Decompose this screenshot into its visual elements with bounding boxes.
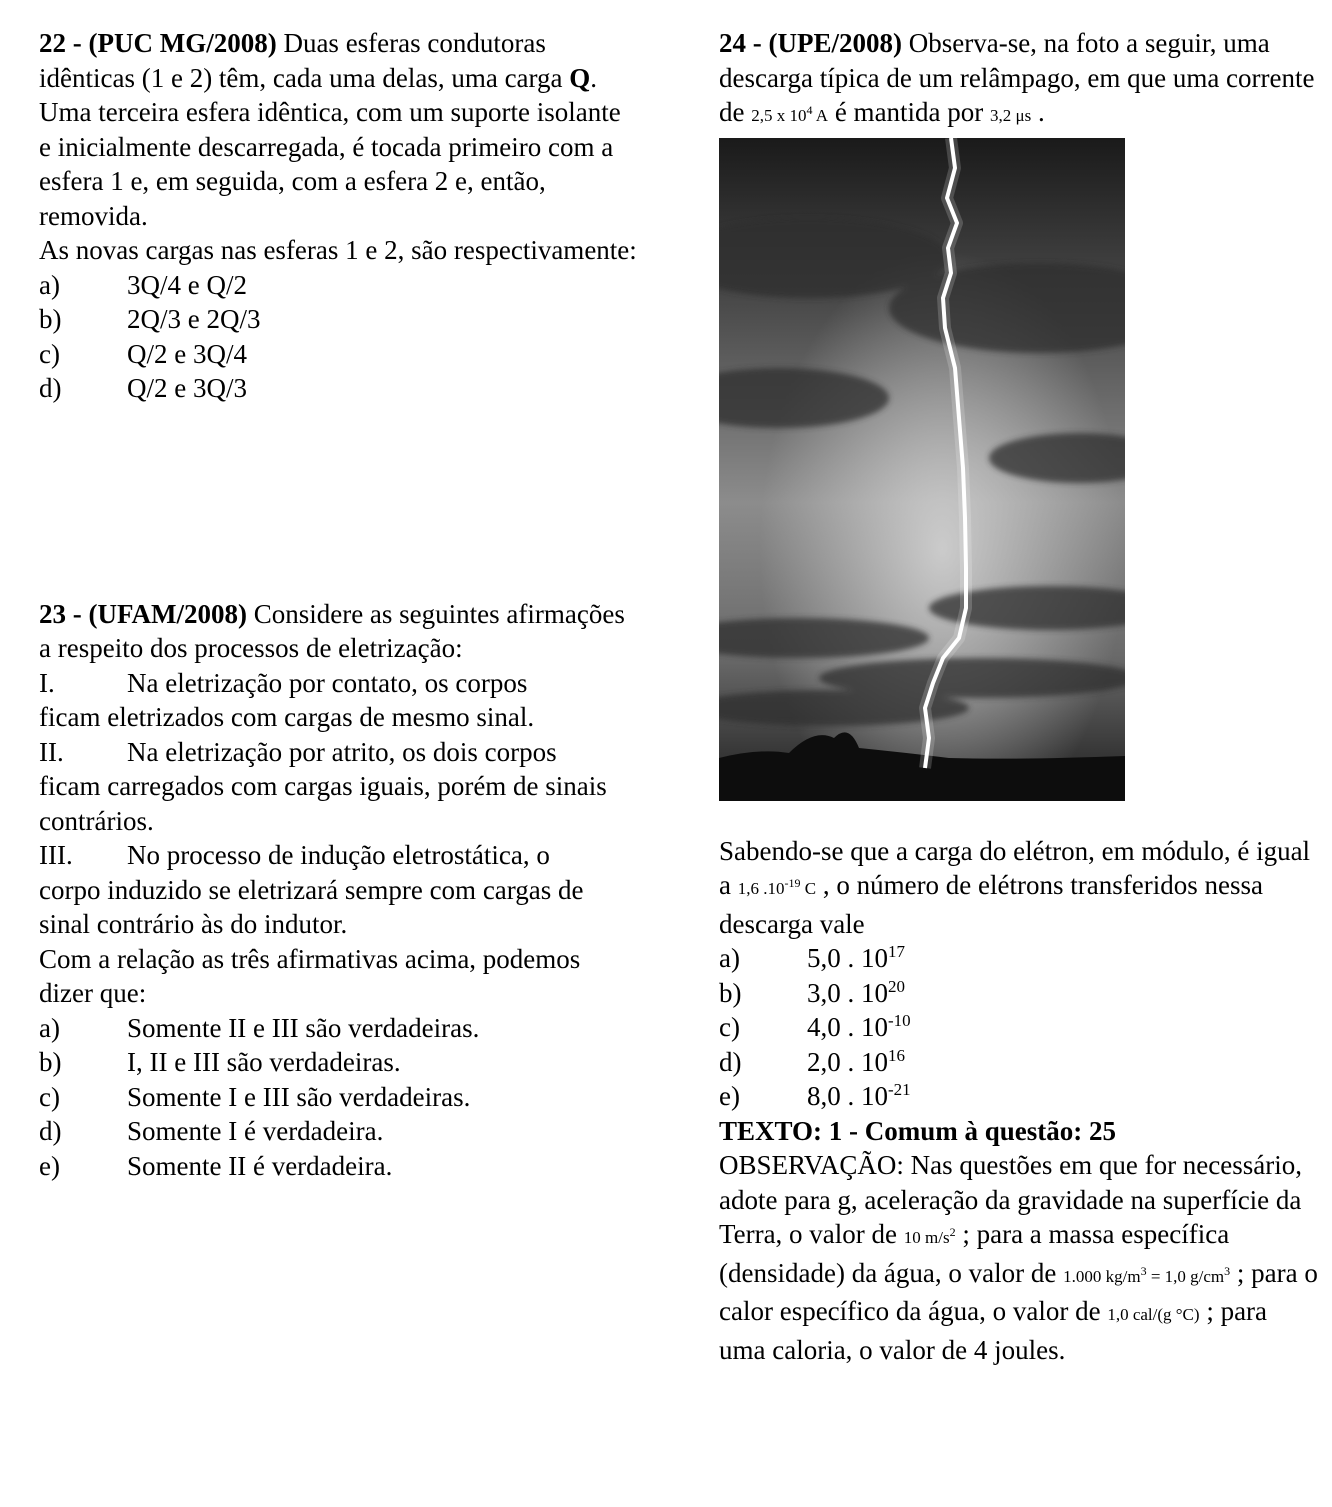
statement-label: I. <box>39 667 55 698</box>
option-label: d) <box>39 373 62 403</box>
statement-label: III. <box>39 840 73 870</box>
statement-2 <box>39 735 639 839</box>
charge-symbol: Q <box>569 62 591 93</box>
texto-1-heading: TEXTO: 1 - Comum à questão: 25 <box>719 1115 1117 1146</box>
question-22 <box>39 26 639 406</box>
question-22-prompt: As novas cargas nas esferas 1 e 2, são respectivamente: <box>39 235 637 265</box>
texto-1-body: OBSERVAÇÃO: Nas questões em que for necessário, adote para g, aceleração da gravidade na superfície da Terra, o valor de 10 $m/s^2$ ; para a massa específica (densidade) da água, o valor de 1.000 $kg/m^3 = 1,0$ $g/cm^3$ ; para o calor específico da água, o valor de 1,0 cal/(g °C) ; para uma caloria, o valor de 4 joules. <box>719 1150 1318 1365</box>
statement-text: No processo de indução eletrostática, o <box>127 840 550 870</box>
option-label: a) <box>39 1012 60 1043</box>
option-text: Somente II é verdadeira. <box>127 1150 393 1181</box>
option-text: Somente II e III são verdadeiras. <box>127 1012 480 1043</box>
question-23-number: 23 - (UFAM/2008) <box>39 598 247 629</box>
statement-text: Na eletrização por atrito, os dois corpos <box>127 736 557 767</box>
option-label: d) <box>719 1046 742 1077</box>
option-e <box>719 1079 1319 1114</box>
option-c <box>39 337 639 372</box>
option-a <box>719 941 1319 976</box>
option-e <box>39 1149 639 1184</box>
option-text: 8,0 . $10^{-21}$ <box>807 1080 911 1111</box>
option-label: a) <box>39 269 60 300</box>
question-24 <box>719 26 1319 1114</box>
statement-1 <box>39 666 639 735</box>
option-d <box>39 371 639 406</box>
option-label: b) <box>39 304 62 334</box>
option-text: Somente I é verdadeira. <box>127 1116 384 1146</box>
question-22-number: 22 - (PUC MG/2008) <box>39 28 277 58</box>
option-label: a) <box>719 943 740 973</box>
question-23-stem <box>39 597 639 666</box>
question-23-text: Considere as seguintes afirmações a respeito dos processos de eletrização: <box>39 598 625 663</box>
option-text: 2Q/3 e 2Q/3 <box>127 304 261 334</box>
option-label: b) <box>719 977 742 1008</box>
question-23 <box>39 597 639 1184</box>
option-text: 5,0 . $10^{17}$ <box>807 942 905 973</box>
statement-label: II. <box>39 736 64 767</box>
option-text: Q/2 e 3Q/3 <box>127 373 247 403</box>
option-text: 4,0 . $10^{-10}$ <box>807 1011 911 1042</box>
density-value: 1.000 $kg/m^3 = 1,0$ $g/cm^3$ <box>1063 1263 1231 1286</box>
option-label: c) <box>719 1012 740 1042</box>
statement-3 <box>39 838 639 942</box>
current-value: 2,5 x $10^4$ A <box>751 103 829 125</box>
option-label: c) <box>39 338 60 369</box>
option-label: e) <box>719 1081 740 1111</box>
question-22-text: Duas esferas condutoras idênticas (1 e 2) têm, cada uma delas, uma carga <box>39 28 570 93</box>
option-d <box>39 1114 639 1149</box>
question-24-stem: 24 - (UPE/2008) Observa-se, na foto a seguir, uma descarga típica de um relâmpago, em que uma corrente de 2,5 x $10^4$ A é mantida por 3,2 μs . <box>719 28 1315 127</box>
specific-heat-value: 1,0 cal/(g °C) <box>1107 1305 1200 1324</box>
option-label: e) <box>39 1150 60 1181</box>
option-text: 2,0 . $10^{16}$ <box>807 1045 905 1077</box>
option-text: Somente I e III são verdadeiras. <box>127 1081 471 1112</box>
option-label: c) <box>39 1081 60 1112</box>
option-c <box>719 1010 1319 1045</box>
question-22-text-cont: . Uma terceira esfera idêntica, com um suporte isolante e inicialmente descarregada, é tocada primeiro com a esfera 1 e, em seguida, com a esfera 2 e, então, removida. <box>39 62 621 231</box>
statement-text-cont: corpo induzido se eletrizará sempre com cargas de sinal contrário às do indutor. <box>39 874 584 939</box>
question-24-text: Observa-se, na foto a seguir, uma descarga típica de um relâmpago, em que uma corrente de <box>719 28 1315 127</box>
texto-1 <box>719 1114 1319 1368</box>
question-24-number: 24 - (UPE/2008) <box>719 28 902 58</box>
question-23-prompt: Com a relação as três afirmativas acima, podemos dizer que: <box>39 943 581 1008</box>
option-text: 3,0 . $10^{20}$ <box>807 976 905 1008</box>
option-b <box>719 976 1319 1011</box>
option-text: I, II e III são verdadeiras. <box>127 1047 401 1077</box>
option-d <box>719 1045 1319 1080</box>
left-column <box>39 26 639 1183</box>
time-value: 3,2 μs <box>990 106 1032 125</box>
statement-text-cont: ficam carregados com cargas iguais, porém de sinais contrários. <box>39 771 607 836</box>
option-text: 3Q/4 e Q/2 <box>127 269 247 300</box>
option-a <box>39 268 639 303</box>
option-label: d) <box>39 1116 62 1146</box>
option-c <box>39 1080 639 1115</box>
lightning-photo <box>719 138 1125 801</box>
right-column <box>719 26 1319 1367</box>
gravity-value: 10 $m/s^2$ <box>903 1225 956 1247</box>
option-a <box>39 1011 639 1046</box>
electron-charge: 1,6 $.10^{-19}$ C <box>737 876 817 898</box>
question-22-stem <box>39 26 639 233</box>
statement-text: Na eletrização por contato, os corpos <box>127 667 528 698</box>
option-b <box>39 1045 639 1080</box>
option-text: Q/2 e 3Q/4 <box>127 338 247 369</box>
question-24-stem-cont: Sabendo-se que a carga do elétron, em módulo, é igual a 1,6 $.10^{-19}$ C , o número de elétrons transferidos nessa descarga vale <box>719 835 1311 939</box>
statement-text-cont: ficam eletrizados com cargas de mesmo sinal. <box>39 702 535 732</box>
option-label: b) <box>39 1047 62 1077</box>
option-b <box>39 302 639 337</box>
